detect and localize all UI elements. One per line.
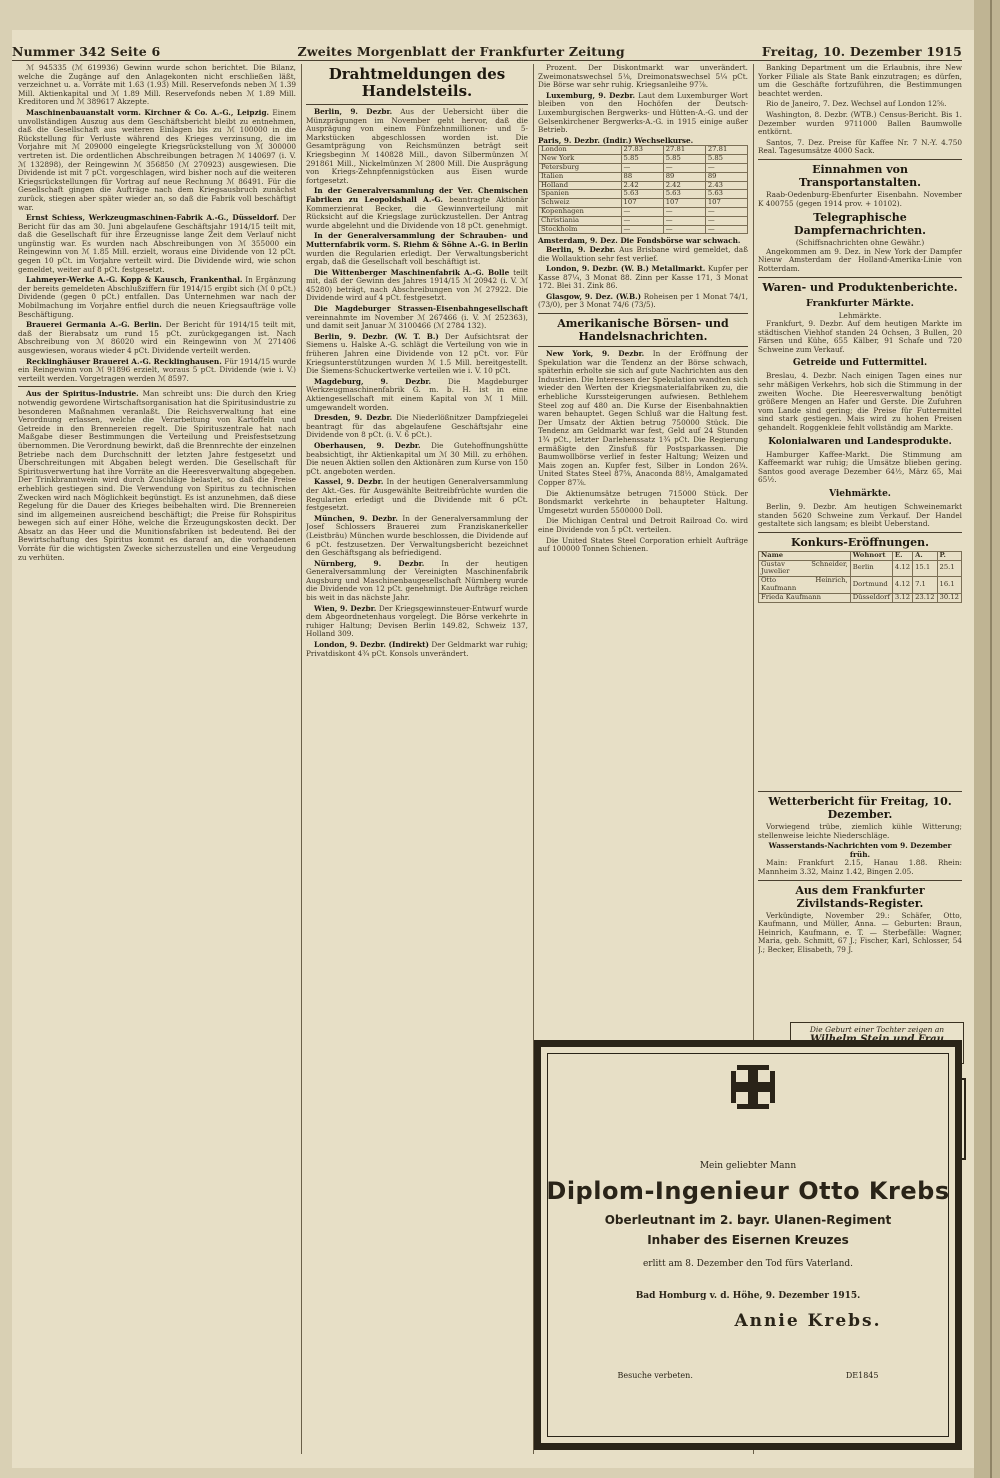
table-cell: — bbox=[621, 207, 663, 216]
table-cell: Dortmund bbox=[850, 577, 892, 594]
news-item bbox=[306, 305, 528, 331]
item-head: Maschinenbauanstalt vorm. Kirchner & Co. A.-G., Leipzig. bbox=[26, 107, 270, 117]
column-1 bbox=[18, 64, 296, 1452]
table-row bbox=[759, 593, 962, 602]
news-item: Raab-Oedenburg-Ebenfurter Eisenbahn. November K 400755 (gegen 1914 prov. + 10102). bbox=[758, 189, 962, 208]
table-cell: 5.63 bbox=[663, 190, 705, 199]
table-cell: — bbox=[663, 225, 705, 234]
item-text: Die Niederlößnitzer Dampfziegelei beantragt für das abgelaufene Geschäftsjahr eine Dividende von 8 pCt. (i. V. 6 pCt.). bbox=[306, 413, 528, 440]
rates-head: Paris, 9. Dezbr. (Indir.) Wechselkurse. bbox=[538, 135, 694, 145]
notice-footer bbox=[541, 1371, 955, 1380]
table-header-cell: Name bbox=[759, 551, 851, 560]
news-item: Die United States Steel Corporation erhielt Aufträge auf 100000 Tonnen Schienen. bbox=[538, 535, 748, 554]
notice-code: DE1845 bbox=[845, 1371, 879, 1380]
notice-line-3: Oberleutnant im 2. bayr. Ulanen-Regiment bbox=[604, 1213, 892, 1227]
section-title: Amerikanische Börsen- und Handelsnachrichten. bbox=[557, 317, 729, 344]
item-head: Lahmeyer-Werke A.-G. Kopp & Kausch, Frankenthal. bbox=[26, 275, 243, 285]
page-header bbox=[12, 42, 962, 61]
item-text: Man schreibt uns: Die durch den Krieg notwendig gewordene Wirtschaftsorganisation hat die Spiritusindustrie zu besonderen Maßnahmen veranlaßt. Die Reichsverwaltung hat eine Verordnung erlassen, welche die Verarbeitung von Kartoffeln und Getreide in den Brennereien regelt. Die Spirituszentrale hat nach Maßgabe dieser Bestimmungen die Verteilung und Preisfestsetzung übernommen. Die Verordnung bewirkt, daß die Brennrechte der einzelnen Betriebe nach dem Durchschnitt der letzten Jahre festgesetzt und Überschreitungen mit Abgaben belegt werden. Die Gesellschaft für Spiritusverwertung hat ihre Vorräte an die Heeresverwaltung abgegeben. Der Trinkbranntwein wird durch Zuschläge belastet, so daß die Preise erheblich gestiegen sind. Die Verwendung von Spiritus zu technischen Zwecken wird nach Möglichkeit begünstigt. Es ist anzunehmen, daß diese Regelung für die Dauer des Krieges beibehalten wird. Die Brennereien sind im allgemeinen ausreichend beschäftigt; die Preise für Rohspiritus bewegen sich auf einer Höhe, welche die Erzeugungskosten deckt. Der Absatz an das Heer und die Munitionsfabriken ist bedeutend. Bei der Bewirtschaftung des Spiritus kommt es darauf an, die vorhandenen Vorräte für die wichtigsten Zwecke sicherzustellen und eine Vergeudung zu verhüten. bbox=[18, 389, 296, 562]
section-title: Frankfurter Märkte. bbox=[806, 297, 914, 309]
bankruptcy-table bbox=[758, 551, 962, 603]
item-head: Brauerei Germania A.-G. Berlin. bbox=[26, 320, 162, 330]
item-head: New York, 9. Dezbr. bbox=[546, 349, 645, 359]
item-text: teilt mit, daß der Gewinn des Jahres 1914/15 ℳ 20942 (i. V. ℳ 45280) beträgt, nach Abschreibungen von ℳ 27922. Die Dividende wird auf 4 pCt. festgesetzt. bbox=[306, 267, 528, 303]
item-text: Kupfer per Kasse 87¼, 3 Monat 88. Zinn per Kasse 171, 3 Monat 172. Blei 31. Zink 86. bbox=[538, 264, 748, 291]
section-title: Aus dem Frankfurter Zivilstands-Register. bbox=[795, 883, 925, 910]
section-title: Telegraphische Dampfernachrichten. bbox=[794, 211, 926, 238]
column-2 bbox=[306, 64, 528, 1452]
table-cell: — bbox=[621, 163, 663, 172]
section-title: Kolonialwaren und Landesprodukte. bbox=[768, 436, 952, 447]
item-head: Aus der Spiritus-Industrie. bbox=[26, 389, 139, 399]
header-center: Zweites Morgenblatt der Frankfurter Zeitung bbox=[297, 43, 625, 59]
news-item bbox=[538, 246, 748, 263]
table-cell: — bbox=[663, 216, 705, 225]
table-cell: Düsseldorf bbox=[850, 593, 892, 602]
table-cell: 4.12 bbox=[892, 577, 912, 594]
notice-signature: Annie Krebs. bbox=[734, 1311, 882, 1331]
divider bbox=[18, 386, 296, 387]
news-item: Frankfurt, 9. Dezbr. Auf dem heutigen Markte im städtischen Viehhof standen 24 Ochsen, 3 Bullen, 20 Färsen und Kühe, 655 Kälber, 91 Schafe und 720 Schweine zum Verkauf. bbox=[758, 319, 962, 354]
item-text: Für 1914/15 wurde ein Reingewinn von ℳ 91896 erzielt, woraus 5 pCt. Dividende (wie i. V.) verteilt werden. Vorgetragen werden ℳ 8597. bbox=[18, 356, 296, 383]
notice-line-1: Mein geliebter Mann bbox=[699, 1161, 797, 1171]
news-item bbox=[306, 641, 528, 658]
birth-line-1: Die Geburt einer Tochter zeigen an bbox=[809, 1025, 945, 1034]
table-cell: 25.1 bbox=[937, 560, 961, 577]
item-text: Der Bericht für das am 30. Juni abgelaufene Geschäftsjahr 1914/15 teilt mit, daß die Gesellschaft für ihre Erzeugnisse lange Zeit dem Verlauf nicht ungünstig war. Es wurden nach Abschreibungen von ℳ 355000 ein Reingewinn von ℳ 1.85 Mill. erzielt, woraus eine Dividende von 12 pCt. gegen 10 pCt. im Vorjahre verteilt wird. Die Dividende wird, wie schon gemeldet, weiter auf 8 pCt. festgesetzt. bbox=[18, 213, 296, 274]
section-title: Wasserstands-Nachrichten vom 9. Dezember früh. bbox=[768, 841, 952, 859]
table-row bbox=[539, 207, 748, 216]
divider bbox=[306, 104, 528, 105]
section-title: Einnahmen von Transportanstalten. bbox=[798, 162, 921, 189]
news-item bbox=[306, 478, 528, 512]
notice-line-8: Besuche verbeten. bbox=[617, 1371, 693, 1380]
item-head: Die Wittenberger Maschinenfabrik A.-G. Bolle bbox=[314, 267, 510, 277]
news-item: Washington, 8. Dezbr. (WTB.) Census-Bericht. Bis 1. Dezember wurden 9711000 Ballen Baumwolle entkörnt. bbox=[758, 109, 962, 137]
news-item bbox=[18, 358, 296, 384]
item-text: In der heutigen Generalversammlung der Vereinigten Maschinenfabrik Augsburg und Maschinenbaugesellschaft Nürnberg wurde die Dividende von 12 pCt. genehmigt. Die Aufträge reichen bis weit in das nächste Jahr. bbox=[306, 558, 528, 603]
page-edge bbox=[974, 0, 1000, 1478]
header-left: Nummer 342 Seite 6 bbox=[12, 43, 161, 59]
news-item: Main: Frankfurt 2.15, Hanau 1.88. Rhein: Mannheim 3.32, Mainz 1.42, Bingen 2.05. bbox=[758, 858, 962, 876]
item-head: Wien, 9. Dezbr. bbox=[314, 603, 377, 613]
news-item bbox=[18, 390, 296, 562]
table-cell: London bbox=[539, 146, 622, 155]
section-subtitle: Lehmärkte. bbox=[838, 310, 882, 320]
item-text: In der Eröffnung der Spekulation war die Tendenz an der Börse schwach, späterhin erholte sie sich auf gute Nachrichten aus den Industrien. Die Interessen der Spekulation wandten sich wieder den Werten der Kriegsmaterialfabriken zu, die erhebliche Kurssteigerungen aufwiesen. Bethlehem Steel zog auf 480 an. Die Kurse der Eisenbahnaktien waren behauptet. Gegen Schluß war die Haltung fest. Der Umsatz der Aktien betrug 750000 Stück. Die Tendenz am Geldmarkt war fest, Geld auf 24 Stunden 1¾ pCt., letzter Darlehenssatz 1¾ pCt. Die Regierung ermäßigte den Zinsfuß für Postsparkassen. Die Baumwollbörse verlief in fester Haltung; Weizen und Mais zogen an. Kupfer fest, Silber in London 26¾. United States Steel 87⅝, Anaconda 88½, Amalgamated Copper 87⅞. bbox=[538, 349, 748, 487]
item-head: Glasgow, 9. Dez. (W.B.) bbox=[546, 291, 642, 301]
section-title: Getreide und Futtermittel. bbox=[792, 358, 928, 369]
news-item bbox=[538, 350, 748, 488]
column-rule bbox=[301, 64, 302, 1454]
table-cell: 89 bbox=[705, 172, 747, 181]
item-head: Oberhausen, 9. Dezbr. bbox=[314, 440, 421, 450]
table-cell: 107 bbox=[621, 199, 663, 208]
notice-name: Diplom-Ingenieur Otto Krebs bbox=[546, 1177, 950, 1205]
table-cell: 2.42 bbox=[663, 181, 705, 190]
table-cell: Otto Heinrich, Kaufmann bbox=[759, 577, 851, 594]
table-cell: 5.63 bbox=[705, 190, 747, 199]
item-head: In der Generalversammlung der Schrauben- und Mutternfabrik vorm. S. Riehm & Söhne A.-G. in Berlin bbox=[306, 231, 528, 249]
news-item: Die Michigan Central und Detroit Railroad Co. wird eine Dividende von 5 pCt. verteilen. bbox=[538, 516, 748, 534]
divider bbox=[758, 159, 962, 160]
table-cell: Berlin bbox=[850, 560, 892, 577]
item-head: Dresden, 9. Dezbr. bbox=[314, 413, 393, 423]
item-text: In der heutigen Generalversammlung der Akt.-Ges. für Ausgewählte Beitreibfrüchte wurden die Regularien erledigt und die Dividende mit 6 pCt. festgesetzt. bbox=[306, 477, 528, 513]
item-text: Der Geldmarkt war ruhig; Privatdiskont 4¾ pCt. Konsols unverändert. bbox=[306, 640, 528, 658]
column-3 bbox=[538, 64, 748, 1034]
news-item bbox=[538, 92, 748, 135]
table-header-cell: P. bbox=[937, 551, 961, 560]
table-cell: Italien bbox=[539, 172, 622, 181]
column-intro: ℳ 945335 (ℳ 619936) Gewinn wurde schon berichtet. Die Bilanz, welche die Zugänge auf den Anlagekonten nicht erschließen läßt, verzeichnet u. a. Vorräte mit 1.63 (1.93) Mill. Reservefonds neben ℳ 1.39 Mill. Aktienkapital und ℳ 1.89 Mill. Reservefonds neben ℳ 1.89 Mill. Kreditoren und ℳ 389617 Akzepte. bbox=[18, 64, 296, 107]
table-row bbox=[759, 577, 962, 594]
table-cell: Christiania bbox=[539, 216, 622, 225]
table-cell: 16.1 bbox=[937, 577, 961, 594]
table-cell: 5.85 bbox=[621, 155, 663, 164]
table-header-cell: Wohnort bbox=[850, 551, 892, 560]
table-cell: — bbox=[621, 216, 663, 225]
item-head: Ernst Schiess, Werkzeugmaschinen-Fabrik A.-G., Düsseldorf. bbox=[26, 213, 279, 223]
table-cell: Schweiz bbox=[539, 199, 622, 208]
table-cell: 5.85 bbox=[663, 155, 705, 164]
table-header-cell: A. bbox=[913, 551, 937, 560]
notice-place-date: Bad Homburg v. d. Höhe, 9. Dezember 1915. bbox=[635, 1291, 861, 1301]
news-item bbox=[306, 232, 528, 266]
item-text: Aus der Uebersicht über die Münzprägungen im November geht hervor, daß die Ausprägung von einem Fünfzehnmillionen- und 5-Markstücken abgeschlossen worden ist. Die Gesamtprägung von Reichsmünzen beträgt seit Kriegsbeginn ℳ 140828 Mill., davon Silbermünzen ℳ 291861 Mill., Nickelmünzen ℳ 2800 Mill. Die Ausprägung von Kriegs-Zehnpfennigstücken aus Eisen wurde fortgesetzt. bbox=[306, 107, 528, 185]
table-cell: 7.1 bbox=[913, 577, 937, 594]
news-item: Hamburger Kaffee-Markt. Die Stimmung am Kaffeemarkt war ruhig; die Umsätze blieben gering. Santos good average Dezember 64½, März 65, Mai 65½. bbox=[758, 449, 962, 485]
divider bbox=[758, 277, 962, 278]
table-cell: — bbox=[705, 163, 747, 172]
table-cell: 15.1 bbox=[913, 560, 937, 577]
news-item bbox=[306, 187, 528, 230]
item-text: Laut dem Luxemburger Wort bleiben von den Hochöfen der Deutsch-Luxemburgischen Bergwerks- und Hütten-A.-G. und der Gelsenkirchener Bergwerks-A.-G. in 1915 einige außer Betrieb. bbox=[538, 90, 748, 135]
amsterdam-head: Amsterdam, 9. Dez. Die Fondsbörse war schwach. bbox=[538, 236, 741, 246]
table-cell: — bbox=[705, 207, 747, 216]
table-header-cell: E. bbox=[892, 551, 912, 560]
item-head: Magdeburg, 9. Dezbr. bbox=[314, 376, 432, 386]
item-head: Die Magdeburger Strassen-Eisenbahngesellschaft bbox=[314, 304, 528, 314]
exchange-rates-table bbox=[538, 145, 748, 234]
item-text: Die Magdeburger Werkzeugmaschinenfabrik G. m. b. H. ist in eine Aktiengesellschaft mit einem Kapital von ℳ 1 Mill. umgewandelt worden. bbox=[306, 376, 528, 412]
table-cell: Holland bbox=[539, 181, 622, 190]
item-text: Der Aufsichtsrat der Siemens u. Halske A.-G. schlägt die Verteilung von wie in früheren Jahren eine Dividende von 12 pCt. vor. Für Kriegsunterstützungen wurden ℳ 1.5 Mill. bereitgestellt. Die Siemens-Schuckertwerke verteilen wie i. V. 10 pCt. bbox=[306, 331, 528, 376]
table-cell: New York bbox=[539, 155, 622, 164]
item-head: Berlin, 9. Dezbr. bbox=[546, 244, 616, 254]
item-head: Berlin, 9. Dezbr. (W. T. B.) bbox=[314, 331, 439, 341]
item-text: In der Generalversammlung der Josef Schlossers Brauerei zum Franziskanerkeller (Leistbräu) München wurde beschlossen, die Dividende auf 6 pCt. festzusetzen. Der Verwaltungsbericht bezeichnet den Geschäftsgang als befriedigend. bbox=[306, 513, 528, 558]
divider bbox=[758, 880, 962, 881]
section-title: Konkurs-Eröffnungen. bbox=[791, 535, 929, 549]
table-cell: — bbox=[663, 207, 705, 216]
item-head: Recklinghäuser Brauerei A.-G. Recklinghausen. bbox=[26, 356, 222, 366]
divider bbox=[538, 313, 748, 314]
news-item bbox=[18, 109, 296, 212]
table-cell: 107 bbox=[705, 199, 747, 208]
news-item bbox=[538, 265, 748, 291]
table-row bbox=[539, 172, 748, 181]
column-intro: Prozent. Der Diskontmarkt war unverändert. Zweimonatswechsel 5⅛, Dreimonatswechsel 5¼ pCt. Die Börse war sehr ruhig. Kriegsanleihe 97⅞. bbox=[538, 64, 748, 90]
section-title: Drahtmeldungen des Handelsteils. bbox=[328, 65, 506, 100]
table-cell: 27.81 bbox=[663, 146, 705, 155]
table-cell: Spanien bbox=[539, 190, 622, 199]
news-item bbox=[306, 515, 528, 558]
table-cell: Petersburg bbox=[539, 163, 622, 172]
news-item bbox=[306, 333, 528, 376]
item-text: Der Bericht für 1914/15 teilt mit, daß der Bierabsatz um rund 15 pCt. zurückgegangen ist. Nach Abschreibung von ℳ 86020 wird ein Reingewinn von ℳ 271406 ausgewiesen, woraus wieder 4 pCt. Dividende verteilt werden. bbox=[18, 320, 296, 355]
divider bbox=[538, 346, 748, 347]
table-row bbox=[759, 560, 962, 577]
table-row bbox=[539, 216, 748, 225]
table-cell: — bbox=[621, 225, 663, 234]
table-row bbox=[539, 225, 748, 234]
item-head: Luxemburg, 9. Dezbr. bbox=[546, 90, 636, 100]
table-cell: Frieda Kaufmann bbox=[759, 593, 851, 602]
table-cell: Gustav Schneider, Juwelier bbox=[759, 560, 851, 577]
news-item bbox=[306, 269, 528, 303]
table-cell: 5.85 bbox=[705, 155, 747, 164]
item-text: Die Gutehoffnungshütte beabsichtigt, ihr Aktienkapital um ℳ 30 Mill. zu erhöhen. Die neuen Aktien sollen den Aktionären zum Kurse von 150 pCt. angeboten werden. bbox=[306, 440, 528, 476]
column-4-lower bbox=[758, 788, 962, 1020]
news-item: Angekommen am 9. Dez. in New York der Dampfer Nieuw Amsterdam der Holland-Amerika-Linie von Rotterdam. bbox=[758, 246, 962, 273]
item-head: London, 9. Dezbr. (Indirekt) bbox=[314, 640, 429, 650]
item-head: Nürnberg, 9. Dezbr. bbox=[314, 558, 425, 568]
table-cell: 3.12 bbox=[892, 593, 912, 602]
column-intro: Banking Department um die Erlaubnis, ihre New Yorker Filiale als State Bank einzutragen; es dürfen, um die Geschäfte fortzuführen, die Bestimmungen beachtet werden. bbox=[758, 64, 962, 98]
item-text: vereinnahmte im November ℳ 267466 (i. V. ℳ 252363), und damit seit Januar ℳ 3100466 (ℳ 2784 132). bbox=[306, 312, 528, 331]
section-subtitle: (Schiffsnachrichten ohne Gewähr.) bbox=[795, 238, 925, 248]
table-cell: 2.42 bbox=[621, 181, 663, 190]
item-text: In Ergänzung der bereits gemeldeten Abschlußziffern für 1914/15 ergibt sich (ℳ 0 pCt.) Dividende (gegen 0 pCt.) entfallen. Das Unternehmen war nach der Mobilmachung im Vorjahre entfiel durch die neuen Kriegsaufträge volle Beschäftigung. bbox=[18, 275, 296, 319]
item-head: London, 9. Dezbr. (W. B.) Metallmarkt. bbox=[546, 264, 706, 274]
notice-line-4: Inhaber des Eisernen Kreuzes bbox=[647, 1233, 849, 1247]
item-head: In der Generalversammlung der Ver. Chemischen Fabriken zu Leopoldshall A.-G. bbox=[306, 186, 528, 204]
news-item bbox=[306, 560, 528, 603]
iron-cross-icon bbox=[731, 1065, 775, 1109]
item-head: Berlin, 9. Dezbr. bbox=[314, 107, 393, 116]
table-cell: — bbox=[705, 216, 747, 225]
divider bbox=[758, 532, 962, 533]
notice-line-5: erlitt am 8. Dezember den Tod fürs Vaterland. bbox=[642, 1259, 854, 1269]
news-item: Vorwiegend trübe, ziemlich kühle Witterung; stellenweise leichte Niederschläge. bbox=[758, 822, 962, 840]
news-item bbox=[18, 276, 296, 319]
section-title: Viehmärkte. bbox=[829, 489, 891, 499]
item-text: wurden die Regularien erledigt. Der Verwaltungsbericht ergab, daß die Gesellschaft voll beschäftigt ist. bbox=[306, 248, 528, 267]
table-cell: 30.12 bbox=[937, 593, 961, 602]
header-right: Freitag, 10. Dezember 1915 bbox=[761, 43, 962, 59]
item-text: Einem unvollständigen Auszug aus dem Geschäftsbericht bleibt zu entnehmen, daß die Gesellschaft aus weiteren Einlagen bis zu ℳ 100000 in die Rückstellung für Verluste während des Krieges verzinsung, die im Vorjahre mit ℳ 209000 eingelegte Kriegsrückstellung von ℳ 300000 vertreten ist. Die ordentlichen Abschreibungen betragen ℳ 140697 (i. V. ℳ 132898), der Reingewinn ℳ 356850 (ℳ 270923) ausgewiesen. Die Dividende ist mit 7 pCt. vorgeschlagen, wird bisher noch auf die weiteren Kriegsrückstellungen für Vortrag auf neue Rechnung ℳ 86491. Für die Gesellschaft gingen die Aufträge nach dem Kriegsausbruch zunächst zurück, stiegen aber später wieder an, so daß die Fabrik voll beschäftigt war. bbox=[18, 107, 296, 212]
news-item bbox=[18, 214, 296, 274]
news-item bbox=[306, 605, 528, 639]
news-item: Breslau, 4. Dezbr. Nach einigen Tagen eines nur sehr mäßigen Verkehrs, hob sich die Stimmung in der zweiten Woche. Die Heeresverwaltung benötigt größere Mengen an Hafer und Gerste. Die Zufuhren vom Lande sind gering; die Preise für Futtermittel sind stark gestiegen. Mais wird zu hohen Preisen gehandelt. Roggenkleie fehlt vollständig am Markte. bbox=[758, 371, 962, 433]
news-item: Rio de Janeiro, 7. Dez. Wechsel auf London 12⅝. bbox=[766, 99, 947, 109]
table-cell: 5.63 bbox=[621, 190, 663, 199]
table-header-row bbox=[759, 551, 962, 560]
news-item bbox=[18, 321, 296, 355]
table-row bbox=[539, 163, 748, 172]
table-cell: 4.12 bbox=[892, 560, 912, 577]
item-head: Kassel, 9. Dezbr. bbox=[314, 477, 384, 487]
table-cell: 27.83 bbox=[621, 146, 663, 155]
table-cell: — bbox=[663, 163, 705, 172]
news-item: Verkündigte, November 29.: Schäfer, Otto, Kaufmann, und Müller, Anna. — Geburten: Braun, Heinrich, Kaufmann, e. T. — Sterbefälle: Wagner, Maria, geb. Schmitt, 67 J.; Fischer, Karl, Schlosser, 54 J.; Becker, Elisabeth, 79 J. bbox=[758, 910, 962, 954]
table-cell: 88 bbox=[621, 172, 663, 181]
news-item bbox=[538, 293, 748, 310]
news-item bbox=[306, 108, 528, 185]
table-cell: 89 bbox=[663, 172, 705, 181]
table-cell: Stockholm bbox=[539, 225, 622, 234]
table-cell: Kopenhagen bbox=[539, 207, 622, 216]
divider bbox=[758, 791, 962, 792]
item-text: Roheisen per 1 Monat 74/1, (73/0), per 3 Monat 74/6 (73/5). bbox=[538, 291, 748, 310]
item-text: Aus Brisbane wird gemeldet, daß die Wollauktion sehr fest verlief. bbox=[538, 244, 748, 263]
item-text: Der Kriegsgewinnsteuer-Entwurf wurde dem Abgeordnetenhaus vorgelegt. Die Börse verkehrte in ruhiger Haltung; Devisen Berlin 149.82, Schweiz 137, Holland 309. bbox=[306, 603, 528, 639]
news-item: Die Aktienumsätze betrugen 715000 Stück. Der Bondsmarkt verkehrte in behaupteter Haltung. Umgesetzt wurden 5500000 Doll. bbox=[538, 488, 748, 515]
table-cell: 27.81 bbox=[705, 146, 747, 155]
news-item bbox=[306, 442, 528, 476]
item-text: beantragte Aktionär Kommerzienrat Becker, die Gewinnverteilung mit Rücksicht auf die Kriegslage zurückzustellen. Der Antrag wurde abgelehnt und die Dividende von 18 pCt. genehmigt. bbox=[306, 194, 528, 230]
page-edge-line bbox=[990, 0, 992, 1478]
table-cell: 107 bbox=[663, 199, 705, 208]
table-cell: 2.43 bbox=[705, 181, 747, 190]
news-item: Santos, 7. Dez. Preise für Kaffee Nr. 7 N.-Y. 4.750 Real. Tagesumsätze 4000 Sack. bbox=[758, 137, 962, 156]
column-4 bbox=[758, 64, 962, 784]
table-cell: 23.12 bbox=[913, 593, 937, 602]
table-cell: — bbox=[705, 225, 747, 234]
section-title: Wetterbericht für Freitag, 10. Dezember. bbox=[768, 795, 952, 821]
news-item: Berlin, 9. Dezbr. Am heutigen Schweinemarkt standen 5620 Schweine zum Verkauf. Der Handel gestaltete sich langsam; es bleibt Ueberstand. bbox=[758, 502, 962, 529]
news-item bbox=[306, 378, 528, 412]
death-notice bbox=[534, 1040, 962, 1450]
item-head: München, 9. Dezbr. bbox=[314, 513, 398, 523]
section-title: Waren- und Produktenberichte. bbox=[762, 280, 958, 294]
news-item bbox=[306, 414, 528, 440]
